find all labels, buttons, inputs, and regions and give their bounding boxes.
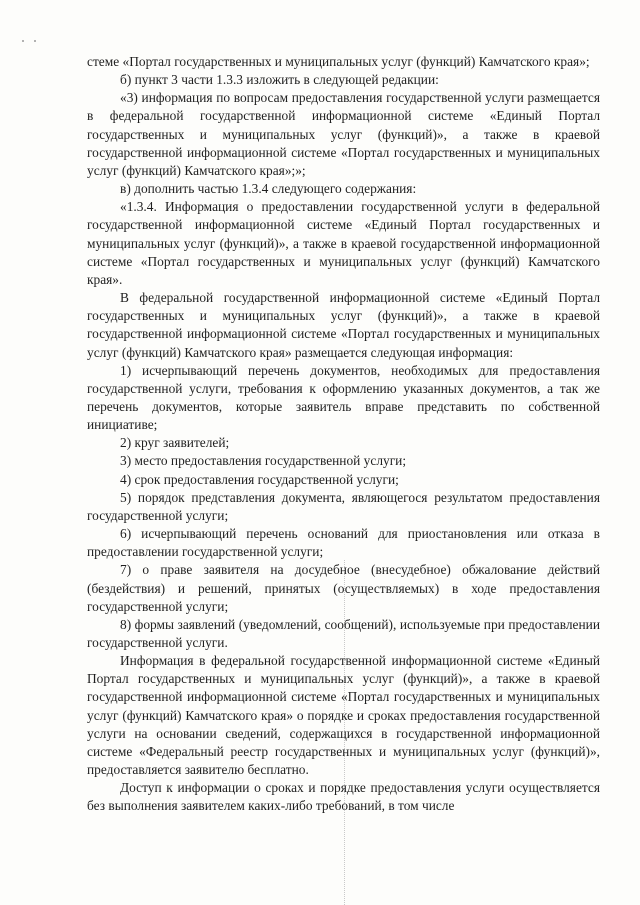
list-item-2: 2) круг заявителей; <box>120 435 230 451</box>
list-item-3: 3) место предоставления государственной услуги; <box>120 453 407 469</box>
document-body <box>87 53 600 816</box>
paragraph-info-intro: В федеральной государственной информационной системе «Единый Портал государственных и муниципальных услуг (функций)», а также в краевой государственной информационной системе «Портал государственных и муниципальных услуг (функций) Камчатского края» размещается следующая информация: <box>87 290 600 360</box>
paragraph-free-info: Информация в федеральной государственной информационной системе «Единый Портал государственных и муниципальных услуг (функций)», а также в краевой государственной информационной системе «Портал государственных и муниципальных услуг (функций) Камчатского края» о порядке и сроках предоставления государственной услуги на основании сведений, содержащихся в государственной информационной системе «Федеральный реестр государственных и муниципальных услуг (функций)», предоставляется заявителю бесплатно. <box>87 653 600 778</box>
scan-speck-marks <box>22 40 50 44</box>
list-item-8: 8) формы заявлений (уведомлений, сообщений), используемые при предоставлении государственной услуги. <box>87 616 600 650</box>
paragraph-point-3-text: «3) информация по вопросам предоставления государственной услуги размещается в федеральной государственной информационной системе «Единый Портал государственных и муниципальных услуг (функций)», а также в краевой государственной информационной системе «Портал государственных и муниципальных услуг (функций) Камчатского края»;»; <box>87 90 600 178</box>
paragraph-access: Доступ к информации о сроках и порядке предоставления услуги осуществляется без выполнения заявителем каких-либо требований, в том числе <box>87 780 600 814</box>
list-item-6: 6) исчерпывающий перечень оснований для приостановления или отказа в предоставлении государственной услуги; <box>87 526 600 560</box>
list-item-1: 1) исчерпывающий перечень документов, необходимых для предоставления государственной услуги, требования к оформлению указанных документов, а так же перечень документов, которые заявитель вправе представить по собственной инициативе; <box>87 362 600 433</box>
paragraph-item-b: б) пункт 3 части 1.3.3 изложить в следующей редакции: <box>120 72 439 88</box>
paragraph-item-v: в) дополнить частью 1.3.4 следующего содержания: <box>120 181 417 197</box>
list-item-5: 5) порядок представления документа, являющегося результатом предоставления государственной услуги; <box>87 489 600 523</box>
list-item-7: 7) о праве заявителя на досудебное (внесудебное) обжалование действий (бездействия) и решений, принятых (осуществляемых) в ходе предоставления государственной услуги; <box>87 562 600 614</box>
paragraph-section-1-3-4: «1.3.4. Информация о предоставлении государственной услуги в федеральной государственной информационной системе «Единый Портал государственных и муниципальных услуг (функций)», а также в краевой государственной информационной системе «Портал государственных и муниципальных услуг (функций) Камчатского края». <box>87 199 600 287</box>
paragraph-continuation: стеме «Портал государственных и муниципальных услуг (функций) Камчатского края»; <box>87 54 590 69</box>
list-item-4: 4) срок предоставления государственной услуги; <box>120 471 399 487</box>
scan-speck <box>34 40 36 42</box>
scan-speck <box>22 40 24 42</box>
